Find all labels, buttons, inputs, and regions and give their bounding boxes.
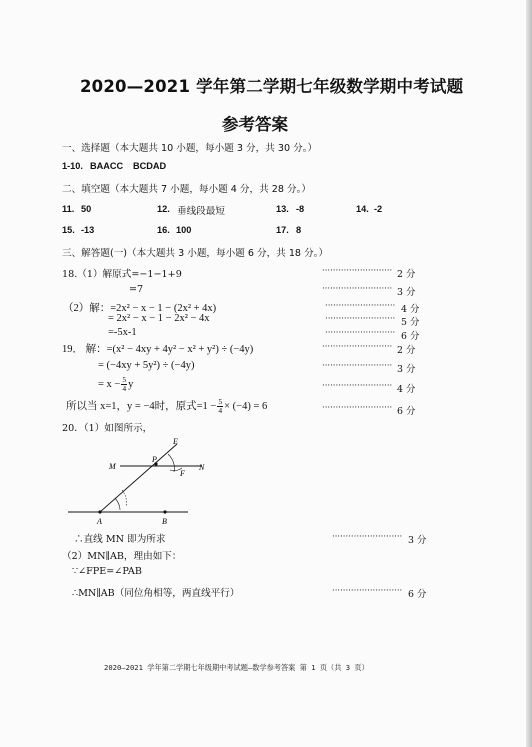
arc-at-a-inner — [115, 498, 120, 510]
fill-item-13-answer: -8 — [296, 204, 305, 214]
q18-line1: 18.（1）解原式=−1−1+9 — [62, 269, 182, 280]
score-q19-l1: 2 分 — [397, 345, 416, 356]
fill-item-16-answer: 100 — [176, 225, 192, 235]
point-b — [163, 510, 166, 513]
label-e: E — [173, 437, 178, 446]
fill-item-14-num: 14. — [356, 204, 369, 214]
label-m: M — [109, 462, 116, 471]
q19-line4-fraction — [217, 398, 223, 415]
score-q18-l2: 3 分 — [397, 287, 416, 298]
fill-item-16-num: 16. — [157, 225, 170, 235]
q20-line2-dots: ·························· — [332, 532, 403, 542]
q18-line1-dots: ·························· — [322, 266, 393, 276]
label-f: F — [180, 469, 185, 478]
q19-line1: 19． 解：=(x² − 4xy + 4y² − x² + y²) ÷ (−4y) — [62, 344, 254, 355]
q20-line1: 20．（1）如图所示， — [62, 423, 153, 434]
q19-line2-dots: ·························· — [322, 361, 393, 371]
label-b: B — [162, 517, 167, 526]
q19-line4-denominator: 4 — [218, 406, 223, 416]
section2-heading: 二、填空题（本大题共 7 小题，每小题 4 分，共 28 分。） — [62, 184, 311, 195]
score-q19-l4: 6 分 — [397, 406, 416, 417]
score-q18-p2-l1: 4 分 — [401, 304, 420, 315]
fill-item-15-num: 15. — [62, 225, 75, 235]
score-q18-p2-l3: 6 分 — [401, 331, 420, 342]
q19-line2: = (−4xy + 5y²) ÷ (−4y) — [98, 360, 195, 371]
label-a: A — [97, 517, 102, 526]
q20-line2: ∴直线 MN 即为所求 — [74, 534, 166, 545]
fill-item-11-num: 11. — [62, 204, 75, 214]
score-q20-l5: 6 分 — [408, 589, 427, 600]
fill-item-12-num: 12. — [157, 204, 170, 214]
point-a — [98, 510, 101, 513]
q18-part2-line2: = 2x² − x − 1 − 2x² − 4x — [108, 313, 210, 324]
q19-line4-prefix: 所以当 x=1，y = −4时，原式=1 − — [66, 401, 217, 412]
q19-line4-suffix: × (−4) = 6 — [224, 401, 268, 412]
score-q19-l2: 3 分 — [397, 364, 416, 375]
page-footer: 2020—2021 学年第二学期七年级期中考试题—数学参考答案 第 1 页（共 3 页） — [104, 663, 369, 672]
score-q20-l2: 3 分 — [408, 535, 427, 546]
q18-part2-line2-dots: ·························· — [325, 314, 396, 324]
q19-line3-dots: ·························· — [322, 381, 393, 391]
fill-item-13-num: 13. — [276, 204, 289, 214]
q19-line4 — [66, 398, 267, 415]
q20-line5-dots: ·························· — [332, 586, 403, 596]
section3-heading: 三、解答题(一)（本大题共 3 小题，每小题 6 分，共 18 分。） — [62, 248, 329, 259]
q20-line4: ∵∠FPE=∠PAB — [72, 566, 142, 577]
q20-line5: ∴MN∥AB（同位角相等，两直线平行） — [72, 588, 240, 599]
construction-figure — [60, 432, 210, 532]
q19-line3-denominator: 4 — [122, 384, 127, 393]
ray-ae — [100, 444, 177, 512]
fill-item-14-answer: -2 — [374, 204, 383, 214]
q19-line4-numerator: 5 — [218, 397, 223, 407]
fill-item-15-answer: -13 — [81, 225, 95, 235]
section1-heading: 一、选择题（本大题共 10 小题，每小题 3 分，共 30 分。） — [62, 143, 318, 154]
page-title: 2020—2021 学年第二学期七年级数学期中考试题 — [80, 77, 464, 96]
page-subtitle: 参考答案 — [222, 115, 288, 134]
label-p: P — [152, 455, 157, 464]
choice-answers-second: BCDAD — [133, 161, 167, 171]
q19-line3-fraction — [121, 376, 127, 393]
q19-line1-dots: ·························· — [322, 342, 393, 352]
page-edge-shadow — [526, 0, 532, 747]
q18-line2-dots: ·························· — [322, 284, 393, 294]
choice-answers-label: 1-10. — [62, 161, 83, 171]
q18-line2: =7 — [129, 284, 144, 295]
q20-line3: （2）MN∥AB，理由如下： — [62, 551, 182, 562]
score-q18-l1: 2 分 — [397, 269, 416, 280]
fill-item-12-answer: 垂线段最短 — [177, 206, 225, 217]
q18-part2-line1: （2）解：=2x² − x − 1 − (2x² + 4x) — [63, 303, 217, 314]
arc-at-p — [168, 454, 174, 472]
fill-item-17-answer: 8 — [296, 225, 302, 235]
q19-line3 — [98, 376, 133, 393]
q18-part2-line3-dots: ·························· — [325, 328, 396, 338]
q18-part2-line1-dots: ·························· — [325, 301, 396, 311]
score-q19-l3: 4 分 — [397, 384, 416, 395]
q18-part2-line3: =-5x-1 — [108, 327, 137, 338]
choice-answers-first: BAACC — [90, 161, 124, 171]
q19-line4-dots: ·························· — [322, 403, 393, 413]
q19-line3-suffix: y — [128, 378, 134, 390]
label-n: N — [199, 463, 205, 472]
q19-line3-prefix: = x − — [98, 378, 121, 390]
score-q18-p2-l2: 5 分 — [401, 317, 420, 328]
fill-item-17-num: 17. — [276, 225, 289, 235]
fill-item-11-answer: 50 — [81, 204, 92, 214]
q19-line3-numerator: 5 — [122, 375, 127, 384]
